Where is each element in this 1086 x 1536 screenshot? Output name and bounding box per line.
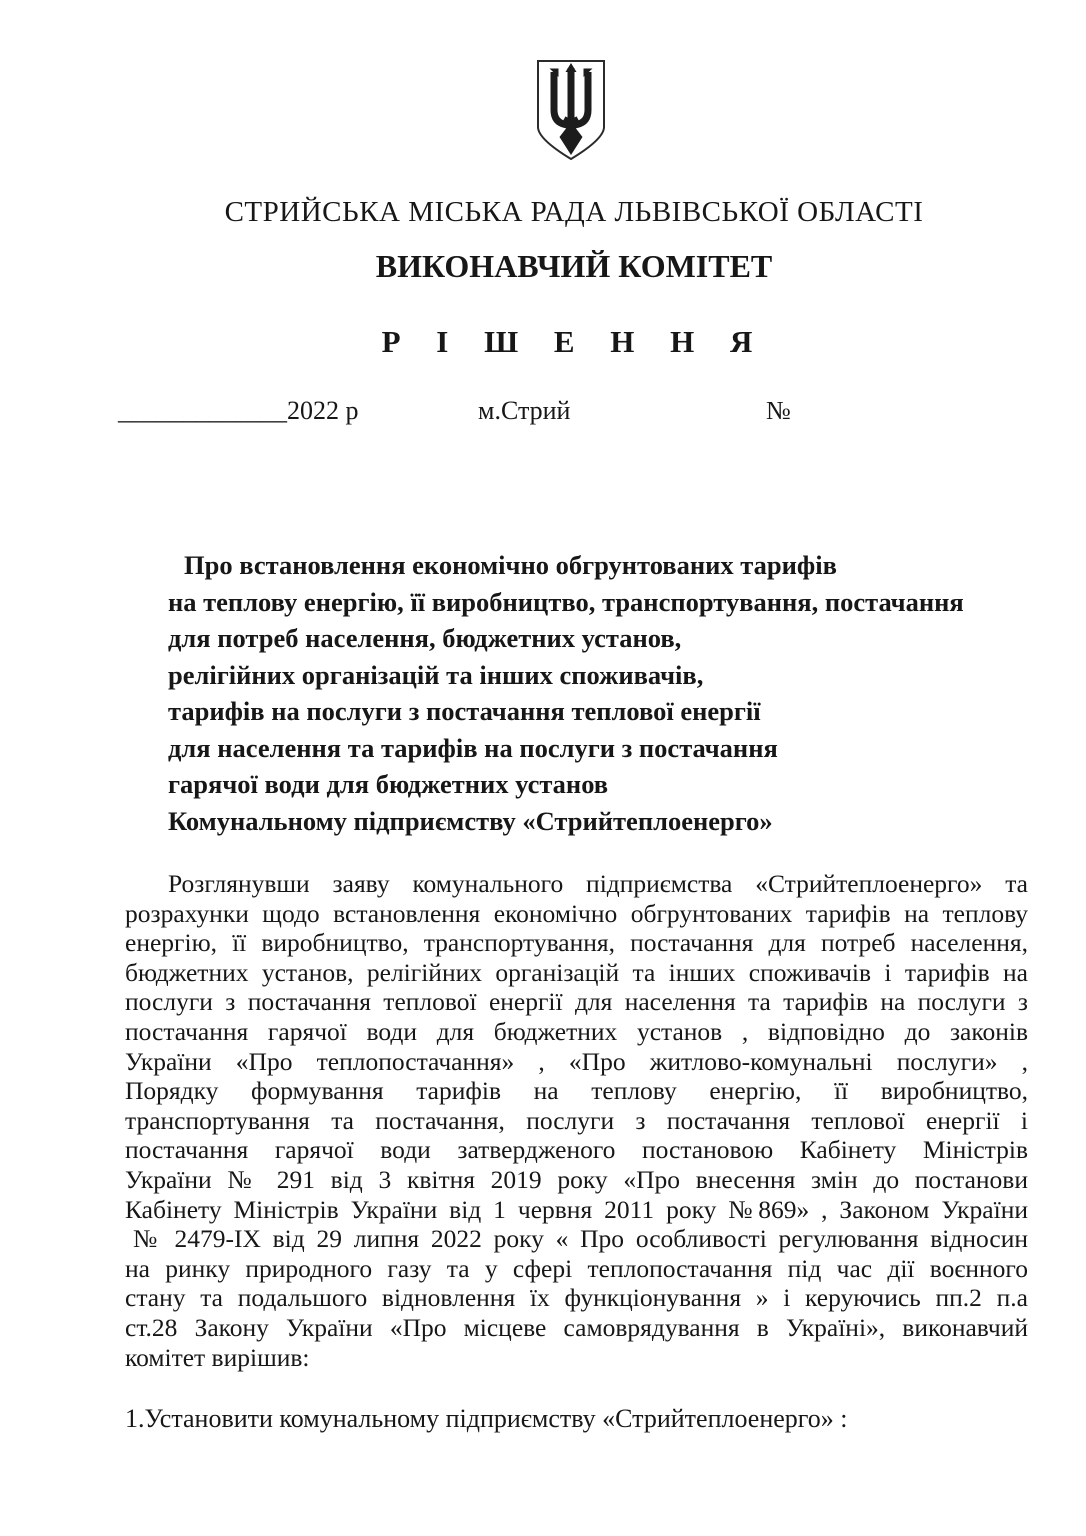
- subject-line: тарифів на послуги з постачання теплової енергії: [168, 696, 761, 726]
- meta-row: [118, 396, 1020, 430]
- body-line: Розглянувши заяву комунального підприємства «Стрийтеплоенерго» та: [168, 869, 1028, 898]
- body-line: Порядку формування тарифів на теплову енергію, її виробництво,: [125, 1076, 1028, 1106]
- number-label: №: [766, 396, 791, 425]
- body-line: на ринку природного газу та у сфері теплопостачання під час дії воєнного: [125, 1253, 1028, 1283]
- subject-block: [168, 547, 968, 839]
- trident-icon: [529, 56, 613, 166]
- subject-line: Комунальному підприємству «Стрийтеплоенерго»: [168, 805, 773, 836]
- body-line: енергію, її виробництво, транспортування, постачання для потреб населення,: [125, 928, 1028, 958]
- body-line: України № 291 від 3 квітня 2019 року «Про внесення змін до постанови: [125, 1164, 1028, 1194]
- body-line: бюджетних установ, релігійних організацій та інших споживачів і тарифів на: [125, 957, 1028, 987]
- city-name: м.Стрий: [478, 396, 571, 425]
- committee-name: ВИКОНАВЧИЙ КОМІТЕТ: [375, 248, 773, 284]
- body-line: комітет вирішив:: [125, 1342, 310, 1372]
- subject-line: Про встановлення економічно обгрунтованих тарифів: [184, 550, 837, 580]
- body-line: Кабінету Міністрів України від 1 червня 2011 року №869» , Законом України: [125, 1194, 1028, 1224]
- subject-line: на теплову енергію, її виробництво, транспортування, постачання: [168, 586, 964, 617]
- body-line: послуги з постачання теплової енергії для населення та тарифів на послуги з: [125, 987, 1028, 1017]
- subject-line: для населення та тарифів на послуги з постачання: [168, 732, 778, 763]
- organization-name: СТРИЙСЬКА МІСЬКА РАДА ЛЬВІВСЬКОЇ ОБЛАСТІ: [224, 196, 924, 228]
- date-line: [118, 396, 359, 426]
- subject-line: гарячої води для бюджетних установ: [168, 769, 609, 799]
- body-line: ст.28 Закону України «Про місцеве самоврядування в Україні», виконавчий: [125, 1312, 1028, 1342]
- subject-line: релігійних організацій та інших споживачів,: [168, 659, 704, 690]
- body-line: постачання гарячої води затвердженого постановою Кабінету Міністрів: [125, 1135, 1028, 1165]
- body-paragraph: [125, 869, 1028, 1372]
- body-line: стану та подальшого відновлення їх функціонування » і керуючись пп.2 п.а: [125, 1283, 1028, 1313]
- date-blank-line: _____________: [118, 396, 287, 425]
- body-line: України «Про теплопостачання» , «Про житлово-комунальні послуги» ,: [125, 1046, 1028, 1076]
- date-year: 2022 р: [287, 396, 359, 425]
- body-line: транспортування та постачання, послуги з постачання теплової енергії і: [125, 1105, 1028, 1135]
- body-line: № 2479-IX від 29 липня 2022 року « Про особливості регулювання відносин: [133, 1224, 1028, 1254]
- resolution-item-1: 1.Установити комунальному підприємству «Стрийтеплоенерго» :: [125, 1404, 848, 1433]
- body-line: постачання гарячої води для бюджетних установ , відповідно до законів: [125, 1016, 1028, 1046]
- ukraine-trident-emblem: [529, 56, 613, 166]
- subject-line: для потреб населення, бюджетних установ,: [168, 623, 682, 653]
- body-line: розрахунки щодо встановлення економічно обгрунтованих тарифів на теплову: [125, 898, 1028, 928]
- document-type-title: Р І Ш Е Н Н Я: [381, 324, 767, 359]
